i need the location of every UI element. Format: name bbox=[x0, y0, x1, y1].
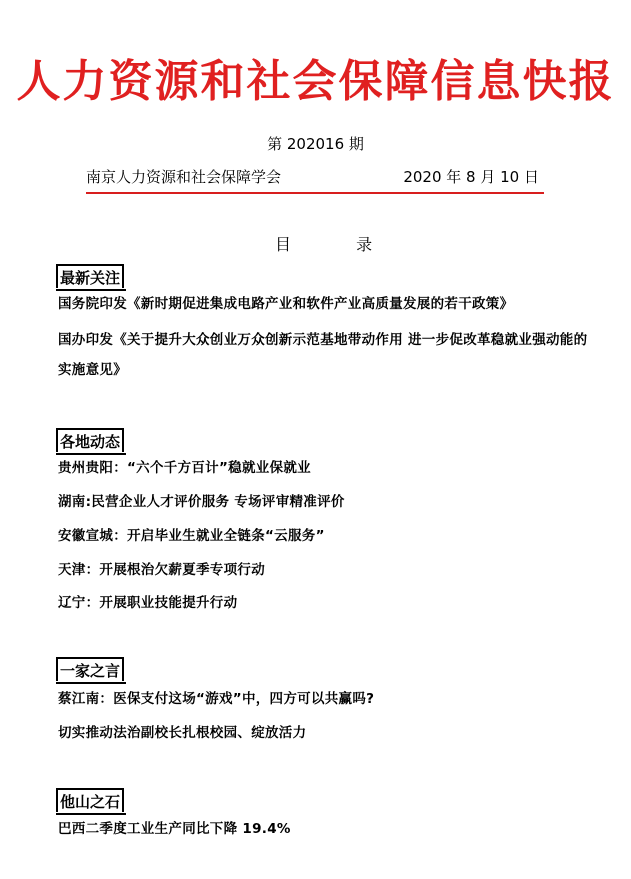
header-divider bbox=[86, 192, 544, 194]
toc-entry[interactable]: 湖南:民营企业人才评价服务 专场评审精准评价 bbox=[58, 494, 345, 510]
toc-entry[interactable]: 巴西二季度工业生产同比下降 19.4% bbox=[58, 821, 291, 837]
toc-entry[interactable]: 蔡江南：医保支付这场“游戏”中，四方可以共赢吗? bbox=[58, 691, 375, 707]
toc-title: 目 录 bbox=[275, 235, 373, 254]
organization-name: 南京人力资源和社会保障学会 bbox=[86, 168, 282, 186]
toc-entry[interactable]: 天津：开展根治欠薪夏季专项行动 bbox=[58, 562, 265, 578]
issue-number: 第 202016 期 bbox=[267, 135, 364, 153]
section-heading-latest: 最新关注 bbox=[56, 264, 124, 288]
toc-entry[interactable]: 国务院印发《新时期促进集成电路产业和软件产业高质量发展的若干政策》 bbox=[58, 296, 514, 312]
toc-entry[interactable]: 辽宁：开展职业技能提升行动 bbox=[58, 595, 238, 611]
section-heading-opinion: 一家之言 bbox=[56, 657, 124, 681]
section-heading-abroad: 他山之石 bbox=[56, 788, 124, 812]
toc-entry[interactable]: 安徽宣城：开启毕业生就业全链条“云服务” bbox=[58, 528, 325, 544]
masthead-title: 人力资源和社会保障信息快报 bbox=[16, 56, 615, 107]
publication-date: 2020 年 8 月 10 日 bbox=[403, 168, 539, 186]
section-heading-local: 各地动态 bbox=[56, 428, 124, 452]
toc-entry[interactable]: 国办印发《关于提升大众创业万众创新示范基地带动作用 进一步促改革稳就业强动能的实施意见》 bbox=[58, 332, 588, 378]
toc-entry[interactable]: 切实推动法治副校长扎根校园、绽放活力 bbox=[58, 725, 307, 741]
toc-entry[interactable]: 贵州贵阳：“六个千方百计”稳就业保就业 bbox=[58, 460, 311, 476]
